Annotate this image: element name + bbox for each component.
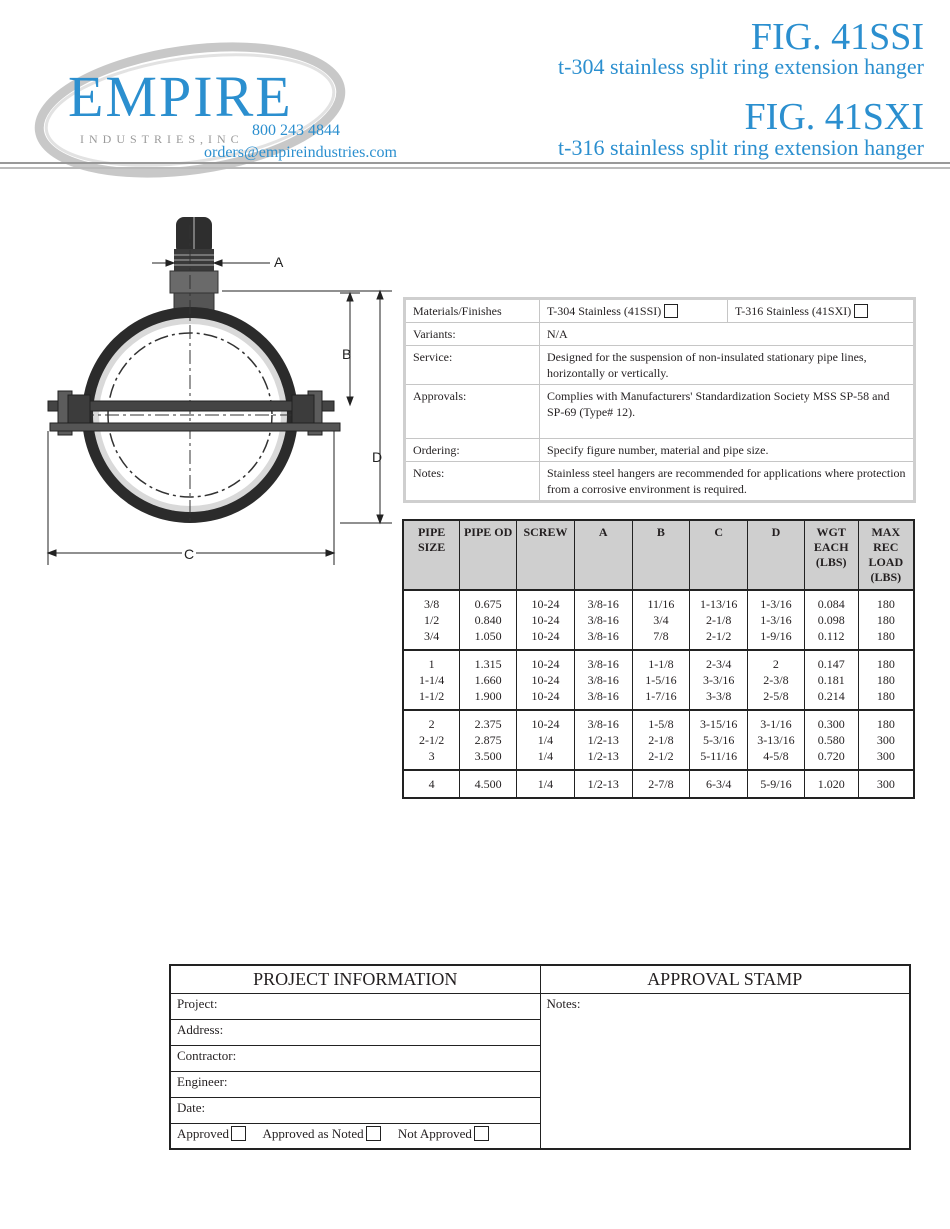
- table-cell: 2-3/4: [690, 650, 748, 672]
- table-cell: 0.098: [804, 612, 858, 628]
- table-cell: 3/8-16: [574, 650, 632, 672]
- spec-value: Designed for the suspension of non-insulated stationary pipe lines, horizontally or vertically.: [540, 346, 915, 385]
- table-cell: 6-3/4: [690, 770, 748, 798]
- column-header: A: [574, 520, 632, 590]
- table-cell: 2-3/8: [748, 672, 805, 688]
- table-cell: 0.675: [460, 590, 517, 612]
- table-cell: 1-1/2: [403, 688, 460, 710]
- table-cell: 4.500: [460, 770, 517, 798]
- table-cell: 3-3/8: [690, 688, 748, 710]
- table-row: [403, 748, 914, 770]
- table-cell: 3: [403, 748, 460, 770]
- table-row: [403, 710, 914, 732]
- phone-number: 800 243 4844: [252, 122, 340, 139]
- project-field[interactable]: [170, 993, 540, 1019]
- table-cell: 300: [858, 748, 914, 770]
- table-cell: 2-1/8: [632, 732, 690, 748]
- date-field[interactable]: [170, 1097, 540, 1123]
- table-cell: 3/8: [403, 590, 460, 612]
- table-cell: 1/4: [517, 732, 575, 748]
- table-row: [403, 672, 914, 688]
- project-info-title: PROJECT INFORMATION: [170, 965, 540, 993]
- approved-noted-label: Approved as Noted: [262, 1125, 364, 1141]
- table-cell: 10-24: [517, 688, 575, 710]
- table-cell: 7/8: [632, 628, 690, 650]
- column-header: SCREW: [517, 520, 575, 590]
- table-cell: 0.112: [804, 628, 858, 650]
- spec-label: Notes:: [405, 462, 540, 502]
- table-cell: 1-9/16: [748, 628, 805, 650]
- table-cell: 3/8-16: [574, 612, 632, 628]
- field-label: Date:: [177, 1099, 206, 1115]
- approval-status-row: [170, 1123, 540, 1149]
- spec-value: N/A: [540, 323, 915, 346]
- table-cell: 3/4: [403, 628, 460, 650]
- spec-row-notes: [405, 462, 915, 502]
- material-option-304[interactable]: [540, 299, 728, 323]
- spec-row-materials: [405, 299, 915, 323]
- table-cell: 1.660: [460, 672, 517, 688]
- spec-value: Complies with Manufacturers' Standardization Society MSS SP-58 and SP-69 (Type# 12).: [540, 385, 915, 439]
- table-header-row: [403, 520, 914, 590]
- table-cell: 1/2-13: [574, 748, 632, 770]
- table-row: [403, 688, 914, 710]
- notes-field[interactable]: [540, 993, 910, 1149]
- table-cell: 1/4: [517, 748, 575, 770]
- table-cell: 1.020: [804, 770, 858, 798]
- table-cell: 3-15/16: [690, 710, 748, 732]
- spec-table: [403, 297, 916, 503]
- approval-stamp-title: APPROVAL STAMP: [540, 965, 910, 993]
- table-cell: 1-1/8: [632, 650, 690, 672]
- table-row: [403, 590, 914, 612]
- spec-row-ordering: [405, 439, 915, 462]
- table-cell: 1.315: [460, 650, 517, 672]
- table-cell: 2-1/2: [690, 628, 748, 650]
- figure-subtitle-41sxi: t-316 stainless split ring extension hanger: [558, 135, 924, 160]
- spec-row-service: [405, 346, 915, 385]
- table-cell: 10-24: [517, 590, 575, 612]
- table-cell: 180: [858, 612, 914, 628]
- table-cell: 5-3/16: [690, 732, 748, 748]
- table-cell: 0.181: [804, 672, 858, 688]
- table-cell: 1-7/16: [632, 688, 690, 710]
- material-option-label: T-304 Stainless (41SSI): [547, 304, 662, 318]
- table-cell: 180: [858, 672, 914, 688]
- column-header: PIPE OD: [460, 520, 517, 590]
- field-label: Project:: [177, 995, 218, 1011]
- contractor-field[interactable]: [170, 1045, 540, 1071]
- table-cell: 3-3/16: [690, 672, 748, 688]
- column-header: WGT EACH (LBS): [804, 520, 858, 590]
- table-cell: 3/8-16: [574, 628, 632, 650]
- table-cell: 1-13/16: [690, 590, 748, 612]
- email-address: orders@empireindustries.com: [204, 144, 397, 161]
- approved-noted-checkbox[interactable]: [366, 1126, 381, 1141]
- checkbox-304[interactable]: [664, 304, 678, 318]
- table-cell: 0.720: [804, 748, 858, 770]
- field-label: Engineer:: [177, 1073, 228, 1089]
- spec-row-variants: [405, 323, 915, 346]
- table-cell: 3/8-16: [574, 672, 632, 688]
- figure-subtitle-41ssi: t-304 stainless split ring extension hanger: [558, 54, 924, 79]
- checkbox-316[interactable]: [854, 304, 868, 318]
- column-header: B: [632, 520, 690, 590]
- table-row: [403, 732, 914, 748]
- table-row: [403, 650, 914, 672]
- column-header: PIPE SIZE: [403, 520, 460, 590]
- table-cell: 0.084: [804, 590, 858, 612]
- table-cell: 5-9/16: [748, 770, 805, 798]
- spec-label: Service:: [405, 346, 540, 385]
- spec-label: Variants:: [405, 323, 540, 346]
- table-cell: 4-5/8: [748, 748, 805, 770]
- dimension-label-b: B: [342, 346, 352, 362]
- logo-wordmark: EMPIRE: [68, 64, 293, 129]
- table-cell: 11/16: [632, 590, 690, 612]
- table-cell: 1.900: [460, 688, 517, 710]
- table-cell: 4: [403, 770, 460, 798]
- spec-label: Materials/Finishes: [405, 299, 540, 323]
- material-option-label: T-316 Stainless (41SXI): [735, 304, 852, 318]
- table-cell: 2.375: [460, 710, 517, 732]
- table-cell: 3/8-16: [574, 590, 632, 612]
- table-cell: 10-24: [517, 628, 575, 650]
- table-cell: 2-1/2: [632, 748, 690, 770]
- table-cell: 1/2-13: [574, 770, 632, 798]
- field-label: Address:: [177, 1021, 224, 1037]
- spec-label: Approvals:: [405, 385, 540, 439]
- table-cell: 3-13/16: [748, 732, 805, 748]
- table-cell: 2: [748, 650, 805, 672]
- table-cell: 0.840: [460, 612, 517, 628]
- logo-subtitle: INDUSTRIES,INC: [80, 132, 244, 146]
- table-cell: 1/4: [517, 770, 575, 798]
- table-cell: 180: [858, 650, 914, 672]
- table-row: [403, 628, 914, 650]
- table-cell: 0.580: [804, 732, 858, 748]
- table-cell: 1-3/16: [748, 612, 805, 628]
- notes-label: Notes:: [546, 995, 581, 1011]
- table-cell: 2: [403, 710, 460, 732]
- column-header: MAX REC LOAD (LBS): [858, 520, 914, 590]
- table-cell: 180: [858, 628, 914, 650]
- spec-label: Ordering:: [405, 439, 540, 462]
- table-row: [403, 612, 914, 628]
- table-cell: 2.875: [460, 732, 517, 748]
- table-cell: 180: [858, 710, 914, 732]
- material-option-316[interactable]: [728, 299, 915, 323]
- spec-row-approvals: [405, 385, 915, 439]
- table-cell: 1.050: [460, 628, 517, 650]
- hanger-drawing: [40, 205, 400, 585]
- table-cell: 2-5/8: [748, 688, 805, 710]
- table-cell: 2-1/2: [403, 732, 460, 748]
- table-cell: 0.300: [804, 710, 858, 732]
- table-cell: 1-5/8: [632, 710, 690, 732]
- spec-value: Stainless steel hangers are recommended for applications where protection from a corrosive environment is required.: [540, 462, 915, 502]
- engineer-field[interactable]: [170, 1071, 540, 1097]
- table-cell: 10-24: [517, 672, 575, 688]
- table-cell: 2-1/8: [690, 612, 748, 628]
- table-cell: 3-1/16: [748, 710, 805, 732]
- table-cell: 10-24: [517, 612, 575, 628]
- table-cell: 0.147: [804, 650, 858, 672]
- not-approved-checkbox[interactable]: [474, 1126, 489, 1141]
- header-divider: [0, 162, 950, 164]
- dimension-label-d: D: [372, 449, 383, 465]
- not-approved-label: Not Approved: [397, 1125, 472, 1141]
- column-header: C: [690, 520, 748, 590]
- table-cell: 180: [858, 688, 914, 710]
- table-row: [403, 770, 914, 798]
- dimension-label-a: A: [274, 254, 284, 270]
- figure-title-41sxi: FIG. 41SXI: [744, 96, 924, 138]
- table-cell: 3/4: [632, 612, 690, 628]
- table-cell: 1-3/16: [748, 590, 805, 612]
- column-header: D: [748, 520, 805, 590]
- spec-value: Specify figure number, material and pipe size.: [540, 439, 915, 462]
- header-divider-secondary: [0, 167, 950, 169]
- approved-checkbox[interactable]: [231, 1126, 246, 1141]
- table-cell: 1/2-13: [574, 732, 632, 748]
- dimension-label-c: C: [184, 546, 195, 562]
- table-cell: 2-7/8: [632, 770, 690, 798]
- approved-label: Approved: [177, 1125, 229, 1141]
- address-field[interactable]: [170, 1019, 540, 1045]
- table-cell: 300: [858, 732, 914, 748]
- table-cell: 3/8-16: [574, 710, 632, 732]
- table-cell: 0.214: [804, 688, 858, 710]
- table-cell: 3.500: [460, 748, 517, 770]
- table-cell: 3/8-16: [574, 688, 632, 710]
- table-cell: 1/2: [403, 612, 460, 628]
- dimensions-table: [402, 519, 915, 799]
- table-cell: 1-1/4: [403, 672, 460, 688]
- table-cell: 5-11/16: [690, 748, 748, 770]
- table-cell: 1: [403, 650, 460, 672]
- table-cell: 10-24: [517, 650, 575, 672]
- table-cell: 180: [858, 590, 914, 612]
- field-label: Contractor:: [177, 1047, 237, 1063]
- project-info-table: [169, 964, 911, 1150]
- figure-title-41ssi: FIG. 41SSI: [750, 16, 924, 58]
- table-cell: 1-5/16: [632, 672, 690, 688]
- table-cell: 10-24: [517, 710, 575, 732]
- table-cell: 300: [858, 770, 914, 798]
